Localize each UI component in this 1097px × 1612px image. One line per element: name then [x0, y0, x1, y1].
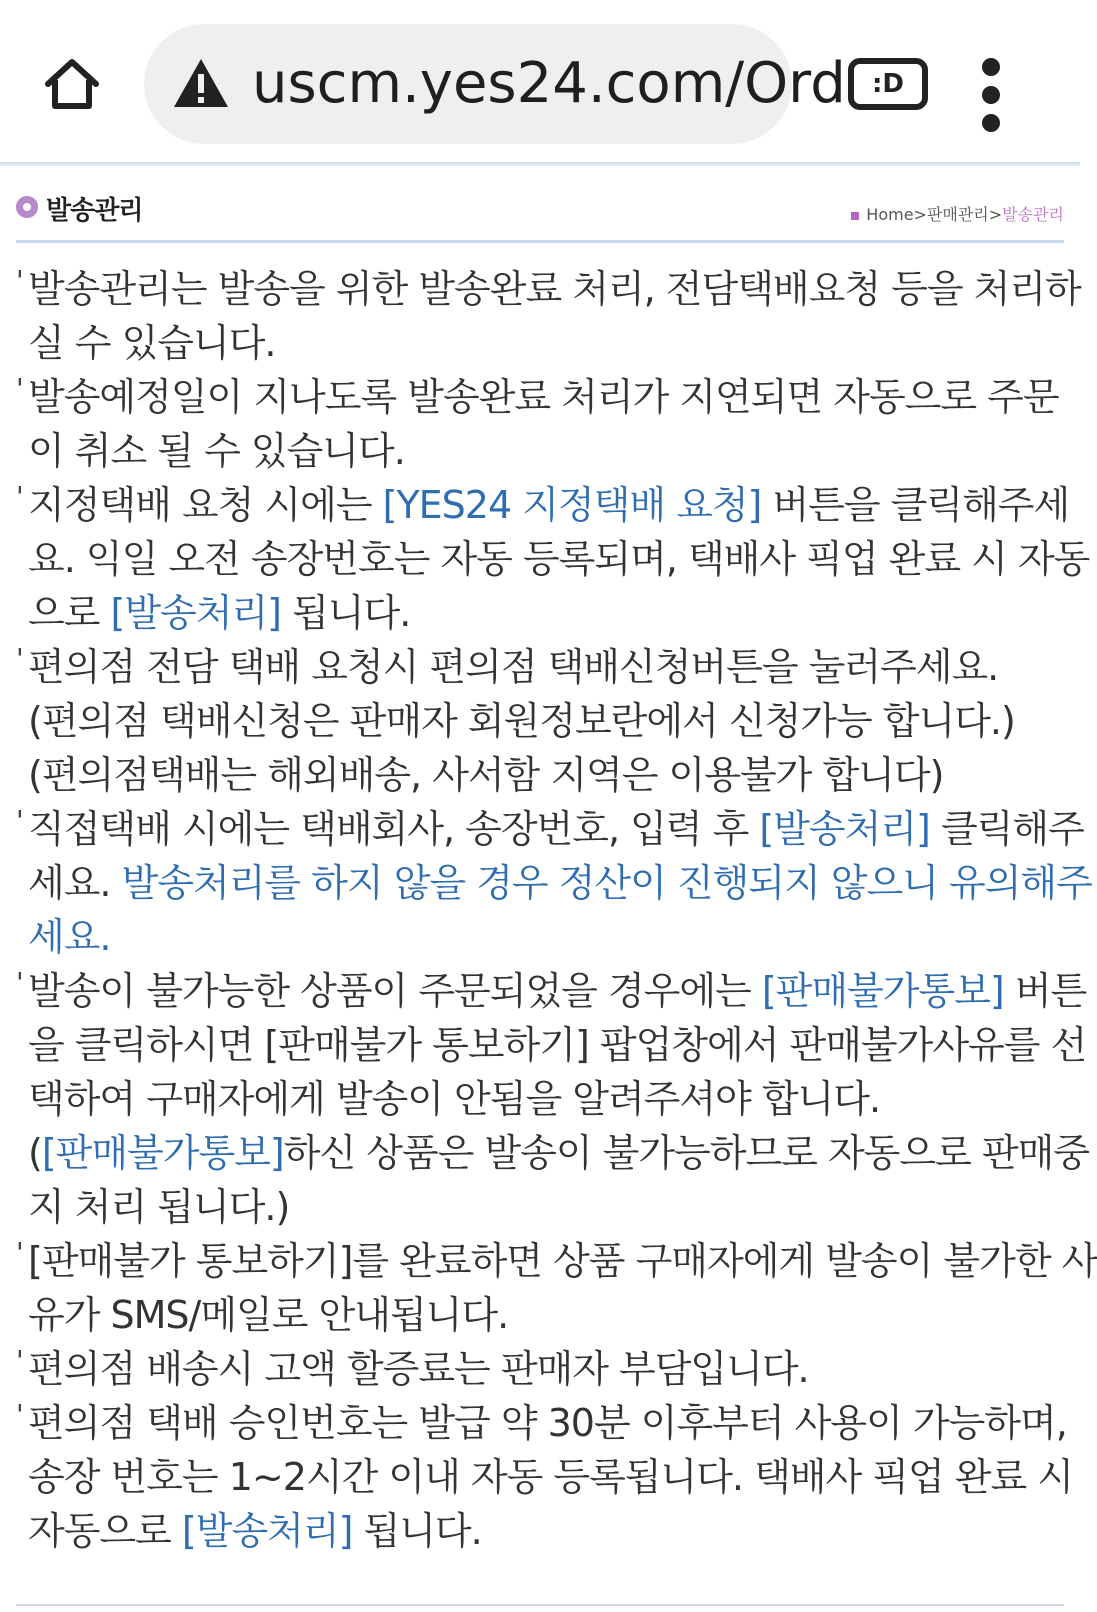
note-line	[28, 1504, 1066, 1558]
note-highlight-text: [발송처리]	[759, 807, 930, 851]
note-highlight-text: 세요.	[28, 915, 111, 959]
note-line	[28, 748, 1066, 802]
note-item	[16, 964, 1089, 1234]
note-text: 세요.	[28, 861, 122, 905]
note-line	[28, 964, 1087, 1018]
bullet-circle-icon	[16, 196, 38, 218]
note-highlight-text: [발송처리]	[181, 1509, 353, 1553]
note-line	[28, 1396, 1066, 1450]
note-line	[28, 1288, 1066, 1342]
bottom-divider	[16, 1604, 1064, 1606]
note-line	[28, 478, 1070, 532]
note-highlight-text: [YES24 지정택배 요청]	[382, 483, 762, 527]
note-line	[28, 640, 1066, 694]
note-line	[28, 370, 1066, 424]
note-line	[28, 1018, 1087, 1072]
note-text: [판매불가 통보하기]를 완료하면 상품 구매자에게 발송이 불가한 사	[28, 1239, 1097, 1283]
warning-icon[interactable]	[172, 55, 230, 113]
toolbar-divider	[0, 162, 1080, 166]
note-line	[28, 1450, 1073, 1504]
breadcrumb-section[interactable]: 판매관리	[926, 205, 989, 224]
notes-list	[16, 262, 1097, 1558]
note-text: 됩니다.	[352, 1509, 482, 1553]
note-text: (편의점 택배신청은 판매자 회원정보란에서 신청가능 합니다.)	[28, 699, 1015, 743]
address-bar[interactable]	[144, 24, 846, 144]
note-text: (편의점택배는 해외배송, 사서함 지역은 이용불가 합니다)	[28, 753, 944, 797]
page-header	[16, 186, 1064, 243]
note-text: 으로	[28, 591, 111, 635]
note-highlight-text: [판매불가통보]	[41, 1131, 284, 1175]
note-text: 하신 상품은 발송이 불가능하므로 자동으로 판매중	[283, 1131, 1089, 1175]
note-text: 요. 익일 오전 송장번호는 자동 등록되며, 택배사 픽업 완료 시 자동	[28, 537, 1090, 581]
note-item	[16, 1234, 1097, 1342]
note-text: 발송관리는 발송을 위한 발송완료 처리, 전담택배요청 등을 처리하	[28, 267, 1081, 311]
note-text: 편의점 전담 택배 요청시 편의점 택배신청버튼을 눌러주세요.	[28, 645, 999, 689]
note-line	[28, 532, 1090, 586]
note-line	[28, 856, 1092, 910]
home-icon	[42, 56, 102, 112]
note-highlight-text: 발송처리를 하지 않을 경우 정산이 진행되지 않으니 유의해주	[121, 861, 1092, 905]
note-text: 버튼	[1003, 969, 1087, 1013]
note-item	[16, 802, 1092, 964]
note-line	[28, 1234, 1097, 1288]
breadcrumb-sep: >	[913, 205, 927, 224]
note-line	[28, 802, 1084, 856]
note-line	[28, 1072, 1066, 1126]
note-line	[28, 910, 1066, 964]
note-item	[16, 370, 1066, 478]
tab-switcher-button[interactable]: :D	[848, 58, 928, 110]
breadcrumb-dot-icon: ▪	[849, 205, 861, 224]
note-text: 클릭해주	[929, 807, 1084, 851]
note-line	[28, 1126, 1089, 1180]
breadcrumb	[849, 202, 1064, 225]
note-line	[28, 262, 1081, 316]
note-item	[16, 640, 1066, 802]
note-line	[28, 316, 1066, 370]
note-item	[16, 1342, 1066, 1396]
note-item	[16, 478, 1090, 640]
breadcrumb-sep: >	[988, 205, 1003, 224]
note-text: 송장 번호는 1~2시간 이내 자동 등록됩니다. 택배사 픽업 완료 시	[28, 1455, 1073, 1499]
home-button[interactable]	[34, 46, 110, 122]
note-text: 됩니다.	[280, 591, 411, 635]
note-text: 발송예정일이 지나도록 발송완료 처리가 지연되면 자동으로 주문	[28, 375, 1059, 419]
browser-toolbar	[0, 0, 1080, 166]
breadcrumb-home[interactable]: Home	[866, 205, 914, 224]
page-title: 발송관리	[46, 196, 143, 226]
note-highlight-text: [판매불가통보]	[761, 969, 1004, 1013]
note-text: 직접택배 시에는 택배회사, 송장번호, 입력 후	[28, 807, 760, 851]
note-text: 실 수 있습니다.	[28, 321, 276, 365]
note-text: 편의점 택배 승인번호는 발급 약 30분 이후부터 사용이 가능하며,	[28, 1401, 1067, 1445]
url-text[interactable]: uscm.yes24.com/Ord	[252, 51, 846, 116]
note-text: 발송이 불가능한 상품이 주문되었을 경우에는	[28, 969, 762, 1013]
note-text: 을 클릭하시면 [판매불가 통보하기] 팝업창에서 판매불가사유를 선	[28, 1023, 1087, 1067]
note-text: 지 처리 됩니다.)	[28, 1185, 290, 1229]
note-line	[28, 586, 1066, 640]
note-item	[16, 1396, 1073, 1558]
breadcrumb-current: 발송관리	[1002, 205, 1064, 224]
note-text: 편의점 배송시 고액 할증료는 판매자 부담입니다.	[28, 1347, 809, 1391]
note-text: (	[28, 1131, 42, 1175]
note-highlight-text: [발송처리]	[110, 591, 281, 635]
note-text: 지정택배 요청 시에는	[28, 483, 383, 527]
note-text: 택하여 구매자에게 발송이 안됨을 알려주셔야 합니다.	[28, 1077, 881, 1121]
note-line	[28, 694, 1066, 748]
more-menu-icon[interactable]	[972, 56, 1012, 138]
note-line	[28, 1342, 1066, 1396]
note-text: 이 취소 될 수 있습니다.	[28, 429, 405, 473]
note-text: 버튼을 클릭해주세	[761, 483, 1070, 527]
note-line	[28, 1180, 1066, 1234]
note-line	[28, 424, 1066, 478]
note-item	[16, 262, 1081, 370]
note-text: 자동으로	[28, 1509, 182, 1553]
note-text: 유가 SMS/메일로 안내됩니다.	[28, 1293, 509, 1337]
